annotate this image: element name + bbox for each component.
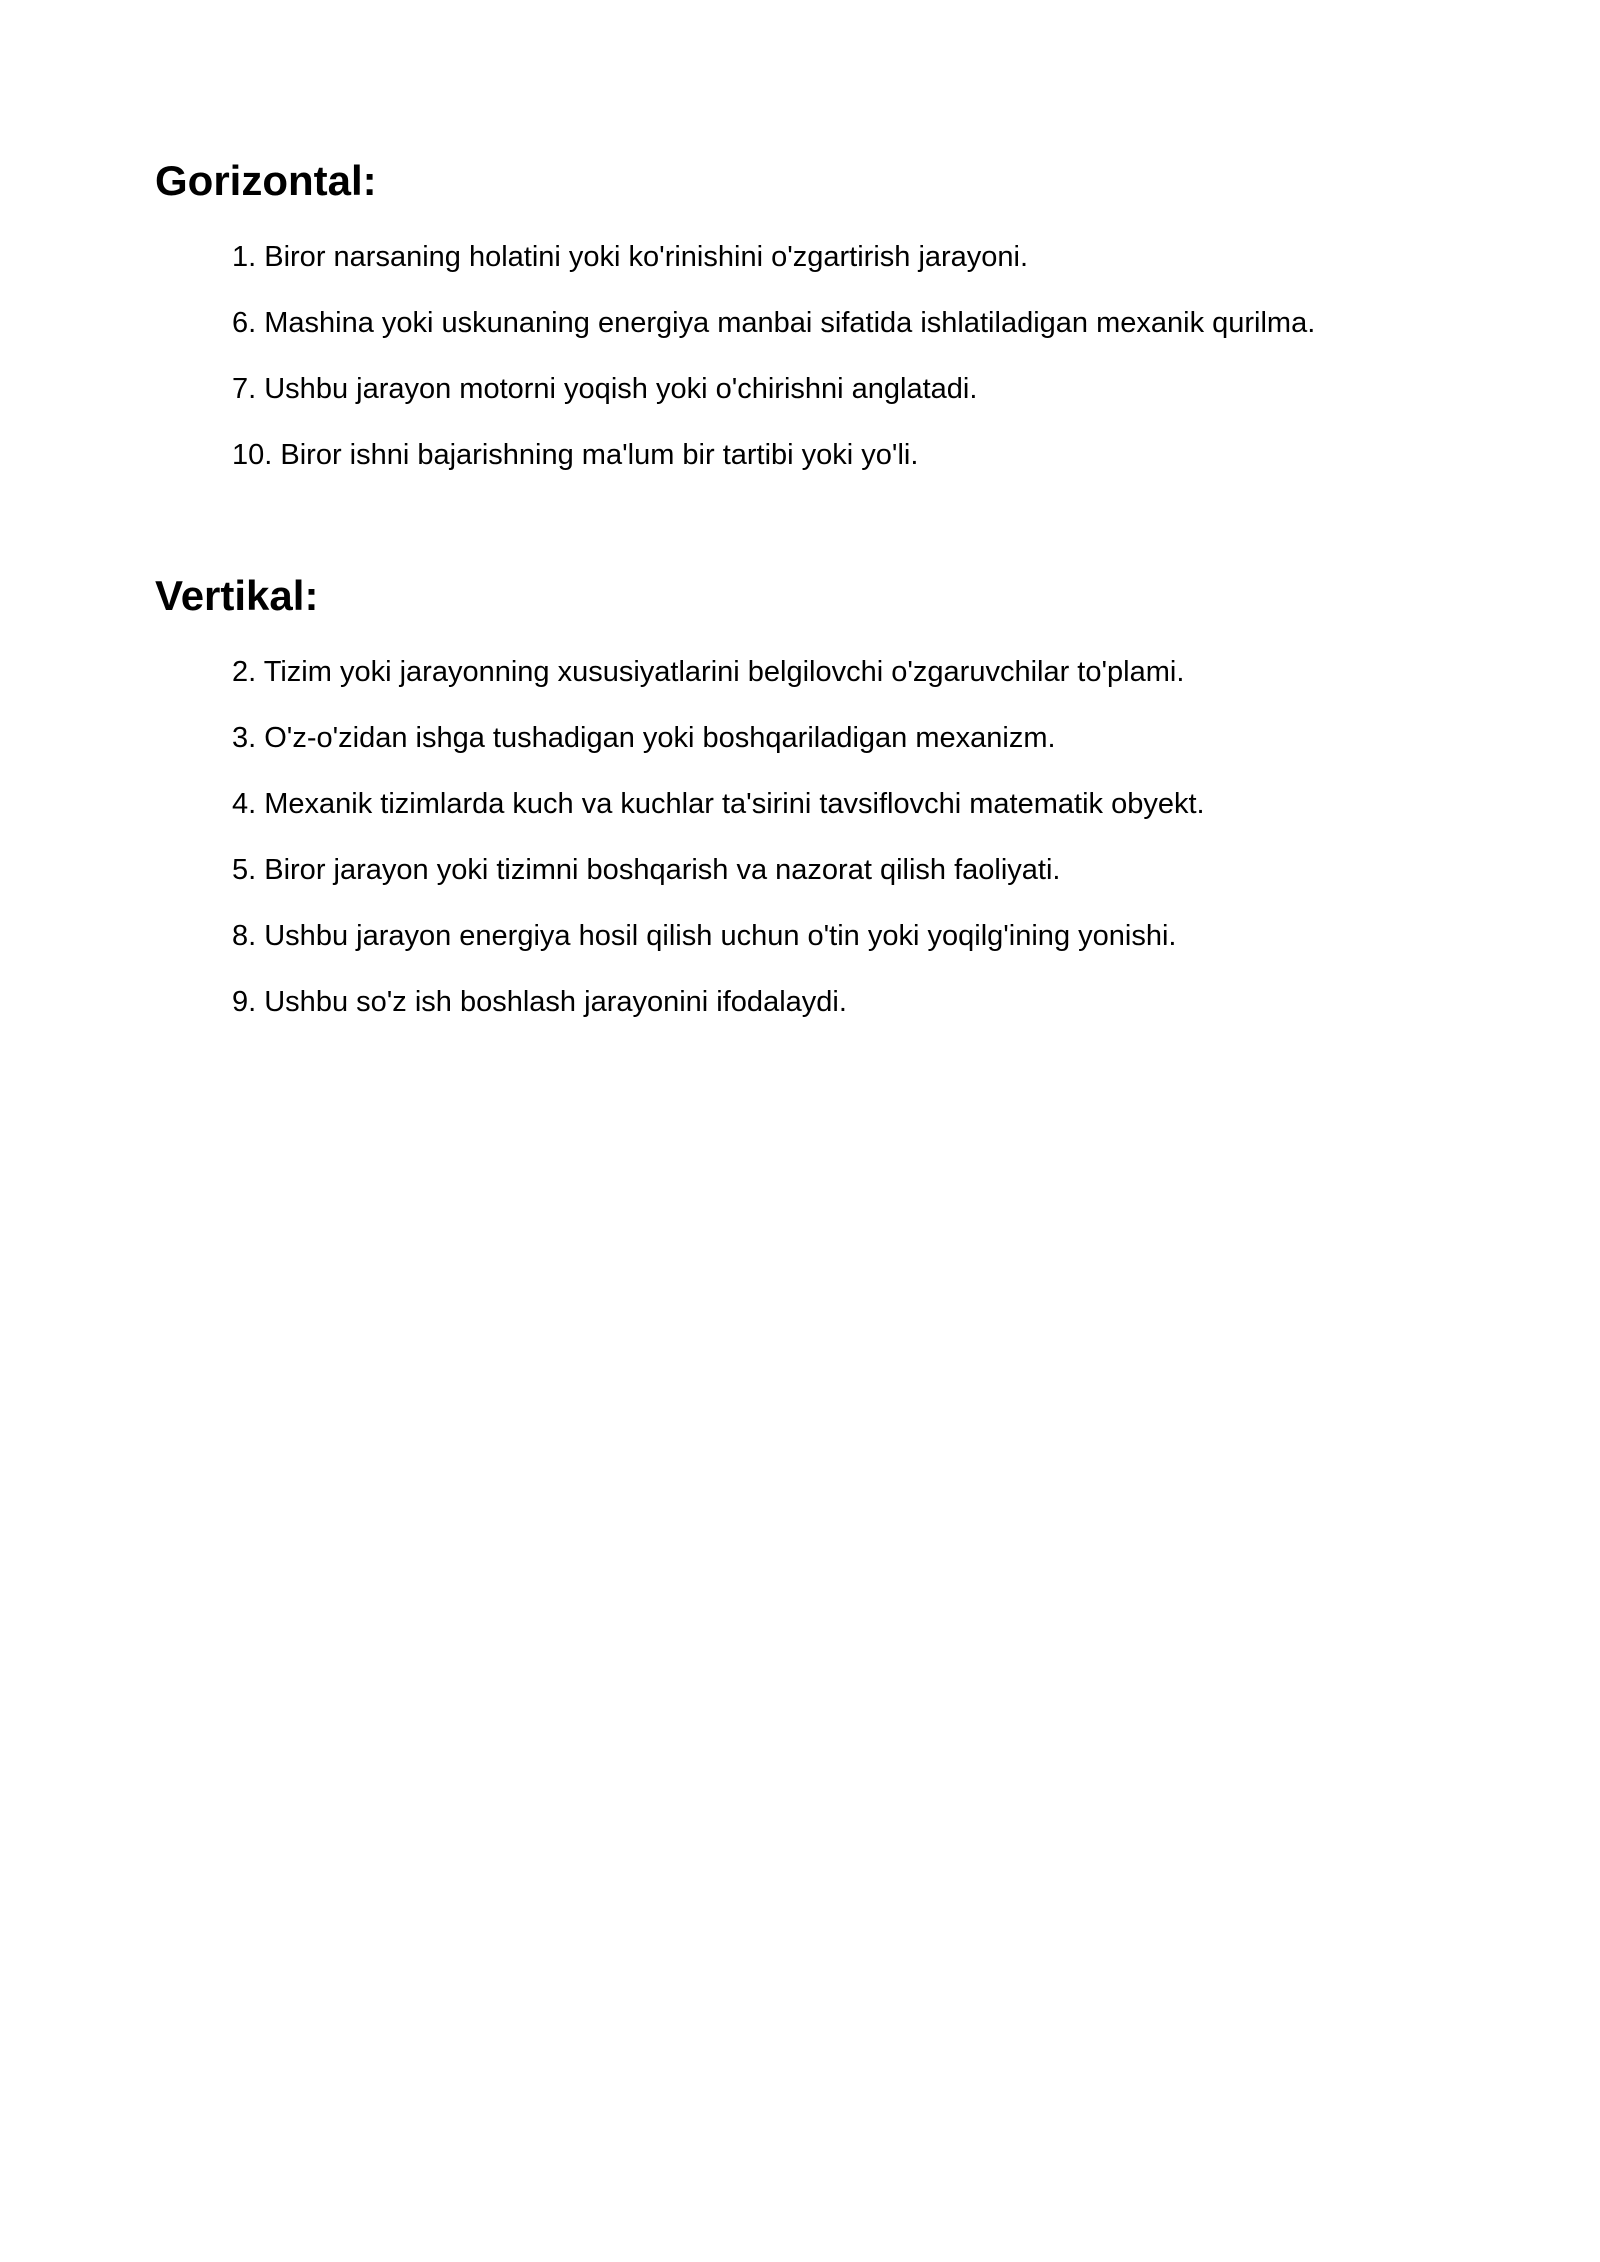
clue-list-horizontal: [232, 240, 1315, 504]
section-heading-vertical: Vertikal:: [155, 572, 319, 619]
clue-item: 6. Mashina yoki uskunaning energiya manbai sifatida ishlatiladigan mexanik qurilma.: [232, 307, 1316, 339]
clue-item: 5. Biror jarayon yoki tizimni boshqarish va nazorat qilish faoliyati.: [232, 854, 1061, 886]
clue-item: 4. Mexanik tizimlarda kuch va kuchlar ta'sirini tavsiflovchi matematik obyekt.: [232, 788, 1205, 820]
clue-item: 8. Ushbu jarayon energiya hosil qilish uchun o'tin yoki yoqilg'ining yonishi.: [232, 920, 1177, 952]
clue-item: 9. Ushbu so'z ish boshlash jarayonini ifodalaydi.: [232, 986, 847, 1018]
clue-item: 2. Tizim yoki jarayonning xususiyatlarini belgilovchi o'zgaruvchilar to'plami.: [232, 656, 1185, 688]
clue-item: 10. Biror ishni bajarishning ma'lum bir tartibi yoki yo'li.: [232, 439, 919, 471]
clue-list-vertical: [232, 655, 1205, 1051]
clue-item: 1. Biror narsaning holatini yoki ko'rinishini o'zgartirish jarayoni.: [232, 241, 1029, 273]
clue-item: 7. Ushbu jarayon motorni yoqish yoki o'chirishni anglatadi.: [232, 373, 978, 405]
clue-item: 3. O'z-o'zidan ishga tushadigan yoki boshqariladigan mexanizm.: [232, 722, 1056, 754]
section-heading-horizontal: Gorizontal:: [155, 157, 377, 204]
